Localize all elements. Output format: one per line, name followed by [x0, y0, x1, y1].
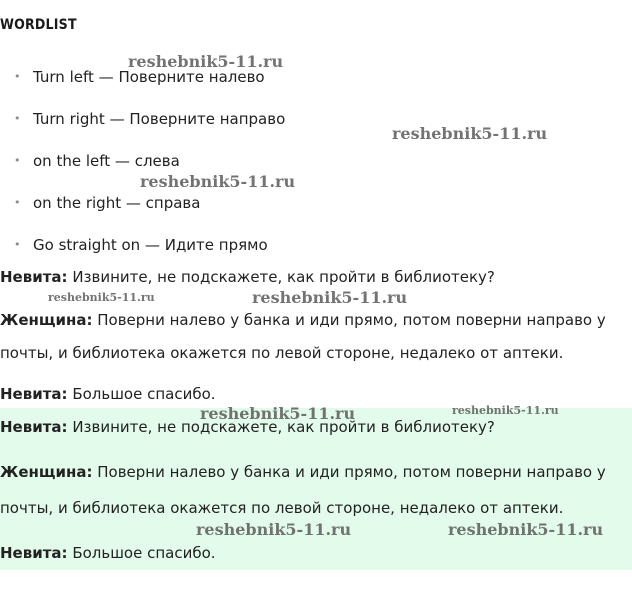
term-ru: слева: [134, 152, 180, 170]
watermark: reshebnik5-11.ru: [252, 288, 408, 307]
watermark: reshebnik5-11.ru: [140, 172, 296, 191]
list-item: [14, 152, 180, 170]
watermark: reshebnik5-11.ru: [392, 124, 548, 143]
dialogue-text: Большое спасибо.: [67, 385, 216, 403]
term-en: on the left: [33, 152, 111, 170]
dialogue-line: [0, 418, 495, 436]
separator: —: [114, 152, 130, 170]
term-en: Turn right: [33, 110, 105, 128]
bullet-icon: •: [14, 154, 21, 167]
separator: —: [98, 68, 114, 86]
list-item: [14, 110, 285, 128]
dialogue-line: [0, 544, 216, 562]
wordlist-heading: WORDLIST: [0, 17, 77, 33]
watermark: reshebnik5-11.ru: [48, 291, 155, 304]
term-ru: Идите прямо: [164, 236, 268, 254]
dialogue-text: Извините, не подскажете, как пройти в библиотеку?: [67, 268, 495, 286]
dialogue-text: Большое спасибо.: [67, 544, 216, 562]
term-en: on the right: [33, 194, 122, 212]
bullet-icon: •: [14, 112, 21, 125]
term-ru: Поверните налево: [118, 68, 265, 86]
speaker-name: Женщина:: [0, 463, 93, 481]
separator: —: [109, 110, 125, 128]
dialogue-line: [0, 311, 606, 329]
bullet-icon: •: [14, 196, 21, 209]
watermark: reshebnik5-11.ru: [196, 520, 352, 539]
watermark: reshebnik5-11.ru: [128, 52, 284, 71]
dialogue-line-continued: почты, и библиотека окажется по левой стороне, недалеко от аптеки.: [0, 499, 564, 517]
speaker-name: Невита:: [0, 385, 68, 403]
speaker-name: Женщина:: [0, 311, 93, 329]
dialogue-line: [0, 463, 606, 481]
speaker-name: Невита:: [0, 544, 68, 562]
term-en: Turn left: [33, 68, 94, 86]
term-ru: Поверните направо: [129, 110, 286, 128]
dialogue-text: Поверни налево у банка и иди прямо, потом поверни направо у: [92, 311, 606, 329]
dialogue-line-continued: почты, и библиотека окажется по левой стороне, недалеко от аптеки.: [0, 344, 564, 362]
watermark: reshebnik5-11.ru: [448, 520, 604, 539]
watermark: reshebnik5-11.ru: [452, 404, 559, 417]
list-item: [14, 236, 268, 254]
dialogue-text: Извините, не подскажете, как пройти в библиотеку?: [67, 418, 495, 436]
bullet-icon: •: [14, 70, 21, 83]
speaker-name: Невита:: [0, 268, 68, 286]
dialogue-line: [0, 385, 216, 403]
bullet-icon: •: [14, 238, 21, 251]
speaker-name: Невита:: [0, 418, 68, 436]
watermark: reshebnik5-11.ru: [200, 404, 356, 423]
term-ru: справа: [145, 194, 201, 212]
list-item: [14, 194, 200, 212]
term-en: Go straight on: [33, 236, 141, 254]
separator: —: [144, 236, 160, 254]
list-item: [14, 68, 265, 86]
dialogue-text: Поверни налево у банка и иди прямо, потом поверни направо у: [92, 463, 606, 481]
dialogue-line: [0, 268, 495, 286]
separator: —: [125, 194, 141, 212]
